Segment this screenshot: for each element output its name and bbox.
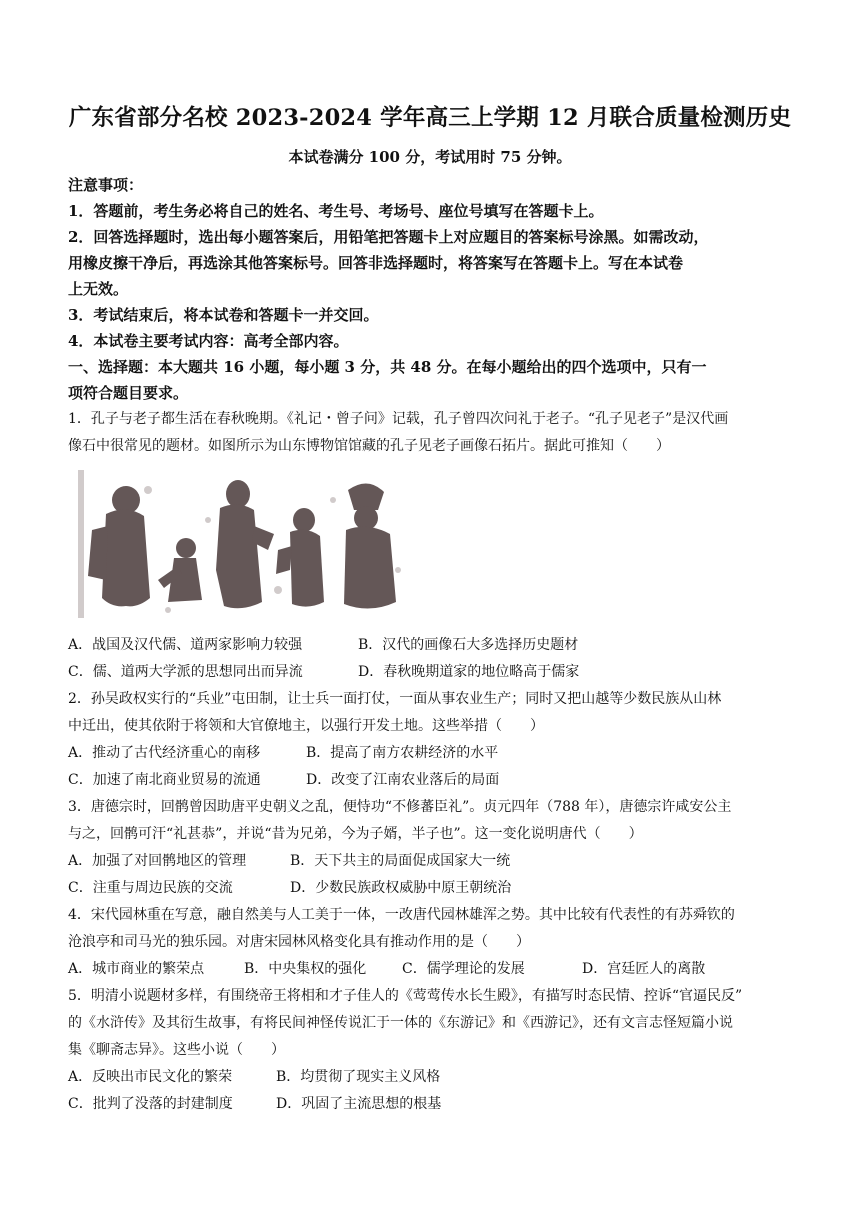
question-stem: 中迁出，使其依附于将领和大官僚地主，以强行开发土地。这些举措（ ） [68, 718, 544, 734]
notice-line: 4．本试卷主要考试内容：高考全部内容。 [68, 332, 349, 350]
option-row [68, 659, 796, 686]
notice-heading: 注意事项： [68, 176, 144, 194]
option-a[interactable]: A．城市商业的繁荣点 [68, 961, 205, 977]
option-row [68, 632, 796, 659]
question-stem: 的《水浒传》及其衍生故事，有将民间神怪传说汇于一体的《东游记》和《西游记》，还有文言志怪短篇小说 [68, 1015, 733, 1031]
option-row [68, 875, 796, 902]
option-row [68, 767, 796, 794]
exam-subtitle: 本试卷满分 100 分，考试用时 75 分钟。 [288, 148, 572, 166]
question-stem: 5．明清小说题材多样，有围绕帝王将相和才子佳人的《莺莺传水长生殿》，有描写时态民情、控诉“官逼民反” [68, 988, 743, 1004]
question-5 [68, 983, 796, 1118]
option-a[interactable]: A．推动了古代经济重心的南移 [68, 745, 261, 761]
question-4 [68, 902, 796, 983]
question-stem: 3．唐德宗时，回鹘曾因助唐平史朝义之乱，便恃功“不修蕃臣礼”。贞元四年（788 年），唐德宗许咸安公主 [68, 799, 732, 815]
option-c[interactable]: C．儒学理论的发展 [402, 961, 525, 977]
section-heading: 项符合题目要求。 [68, 384, 189, 402]
exam-title: 广东省部分名校 2023-2024 学年高三上学期 12 月联合质量检测历史 [68, 105, 792, 131]
stone-rubbing-image [78, 470, 408, 618]
option-row [68, 848, 796, 875]
option-d[interactable]: D．宫廷匠人的离散 [582, 961, 706, 977]
option-c[interactable]: C．批判了没落的封建制度 [68, 1096, 233, 1112]
option-row [68, 1091, 796, 1118]
option-d[interactable]: D．改变了江南农业落后的局面 [306, 772, 500, 788]
option-d[interactable]: D．春秋晚期道家的地位略高于儒家 [358, 664, 580, 680]
option-row [68, 740, 796, 767]
option-b[interactable]: B．天下共主的局面促成国家大一统 [290, 853, 511, 869]
option-a[interactable]: A．加强了对回鹘地区的管理 [68, 853, 247, 869]
question-stem: 集《聊斋志异》。这些小说（ ） [68, 1042, 285, 1058]
section-heading: 一、选择题：本大题共 16 小题，每小题 3 分，共 48 分。在每小题给出的四个选项中，只有一 [68, 358, 707, 376]
question-stem: 与之，回鹘可汗“礼甚恭”，并说“昔为兄弟，今为子婿，半子也”。这一变化说明唐代（ ） [68, 826, 643, 842]
notice-line: 上无效。 [68, 280, 129, 298]
notice-line: 3．考试结束后，将本试卷和答题卡一并交回。 [68, 306, 379, 324]
question-stem: 沧浪亭和司马光的独乐园。对唐宋园林风格变化具有推动作用的是（ ） [68, 934, 530, 950]
notice-line: 1．答题前，考生务必将自己的姓名、考生号、考场号、座位号填写在答题卡上。 [68, 202, 604, 220]
question-stem: 1．孔子与老子都生活在春秋晚期。《礼记・曾子问》记载，孔子曾四次问礼于老子。“孔子见老子”是汉代画 [68, 411, 729, 427]
option-a[interactable]: A．反映出市民文化的繁荣 [68, 1069, 233, 1085]
option-b[interactable]: B．均贯彻了现实主义风格 [276, 1069, 441, 1085]
question-3 [68, 794, 796, 902]
notice-line: 用橡皮擦干净后，再选涂其他答案标号。回答非选择题时，将答案写在答题卡上。写在本试卷 [68, 254, 684, 272]
option-b[interactable]: B．提高了南方农耕经济的水平 [306, 745, 499, 761]
option-c[interactable]: C．加速了南北商业贸易的流通 [68, 772, 261, 788]
option-b[interactable]: B．中央集权的强化 [244, 961, 367, 977]
notice-line: 2．回答选择题时，选出每小题答案后，用铅笔把答题卡上对应题目的答案标号涂黑。如需改动， [68, 228, 709, 246]
option-d[interactable]: D．巩固了主流思想的根基 [276, 1096, 442, 1112]
option-row [68, 1064, 796, 1091]
question-1 [68, 406, 796, 686]
option-d[interactable]: D．少数民族政权威胁中原王朝统治 [290, 880, 512, 896]
question-stem: 像石中很常见的题材。如图所示为山东博物馆馆藏的孔子见老子画像石拓片。据此可推知（ ） [68, 438, 670, 454]
option-c[interactable]: C．儒、道两大学派的思想同出而异流 [68, 664, 303, 680]
option-b[interactable]: B．汉代的画像石大多选择历史题材 [358, 637, 579, 653]
option-c[interactable]: C．注重与周边民族的交流 [68, 880, 233, 896]
option-a[interactable]: A．战国及汉代儒、道两家影响力较强 [68, 637, 303, 653]
question-stem: 2．孙吴政权实行的“兵业”屯田制，让士兵一面打仗，一面从事农业生产；同时又把山越等少数民族从山林 [68, 691, 722, 707]
question-stem: 4．宋代园林重在写意，融自然美与人工美于一体，一改唐代园林雄浑之势。其中比较有代表性的有苏舜钦的 [68, 907, 735, 923]
exam-content [68, 172, 796, 1118]
option-row [68, 956, 796, 983]
question-2 [68, 686, 796, 794]
